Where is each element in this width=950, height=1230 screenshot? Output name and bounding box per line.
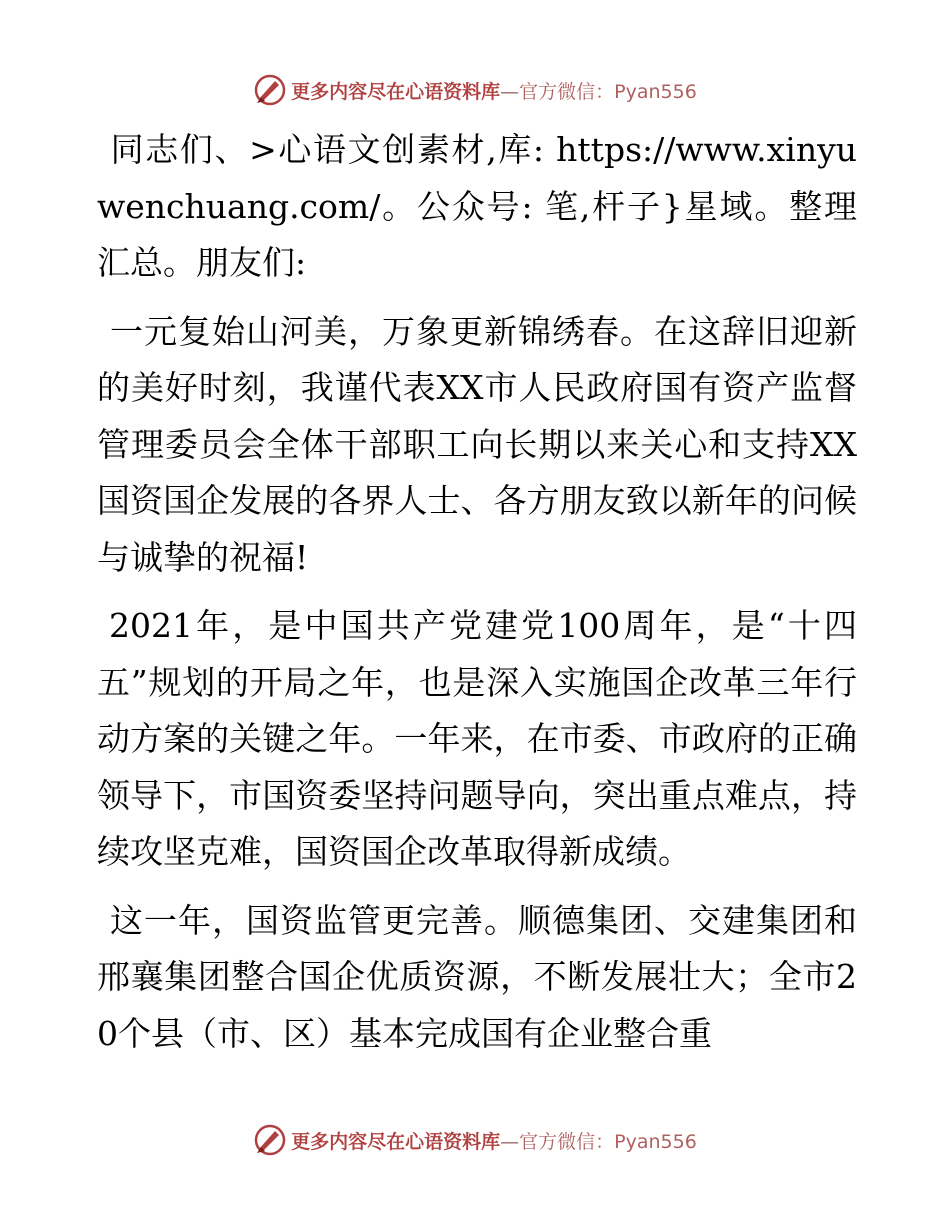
paragraph-1-text: 同志们、>心语文创素材,库: https://www.xinyuwenchuang.com/。公众号: 笔,杆子}星域。整理汇总。朋友们:: [97, 130, 857, 282]
header-banner: [0, 70, 950, 110]
paragraph-2: [97, 304, 857, 587]
footer-banner-main: 更多内容尽在心语资料库: [291, 1130, 501, 1153]
header-banner-separator: —: [500, 80, 520, 103]
footer-banner-content: [253, 1123, 697, 1157]
pen-circle-logo-icon: [253, 73, 287, 107]
paragraph-3-text: 2021年，是中国共产党建党100周年，是“十四五”规划的开局之年，也是深入实施国企改革三年行动方案的关键之年。一年来，在市委、市政府的正确领导下，市国资委坚持问题导向，突出重点难点，持续攻坚克难，国资国企改革取得新成绩。: [97, 606, 857, 871]
header-banner-main: 更多内容尽在心语资料库: [291, 80, 501, 103]
footer-banner-wechat: 官方微信：Pyan556: [519, 1130, 697, 1153]
paragraph-4-text: 这一年，国资监管更完善。顺德集团、交建集团和邢襄集团整合国企优质资源，不断发展壮大；全市20个县（市、区）基本完成国有企业整合重: [97, 900, 857, 1053]
paragraph-2-text: 一元复始山河美，万象更新锦绣春。在这辞旧迎新的美好时刻，我谨代表XX市人民政府国有资产监督管理委员会全体干部职工向长期以来关心和支持XX国资国企发展的各界人士、各方朋友致以新年的问候与诚挚的祝福!: [97, 311, 857, 577]
pen-circle-logo-icon: [253, 1123, 287, 1157]
footer-banner-text: [291, 1127, 697, 1154]
paragraph-4: [97, 893, 857, 1063]
footer-banner: [0, 1120, 950, 1160]
footer-banner-separator: —: [500, 1130, 520, 1153]
paragraph-1: [97, 122, 857, 292]
document-body: [97, 122, 857, 1074]
paragraph-3: [97, 598, 857, 881]
header-banner-wechat: 官方微信：Pyan556: [519, 80, 697, 103]
header-banner-content: [253, 73, 697, 107]
header-banner-text: [291, 77, 697, 104]
